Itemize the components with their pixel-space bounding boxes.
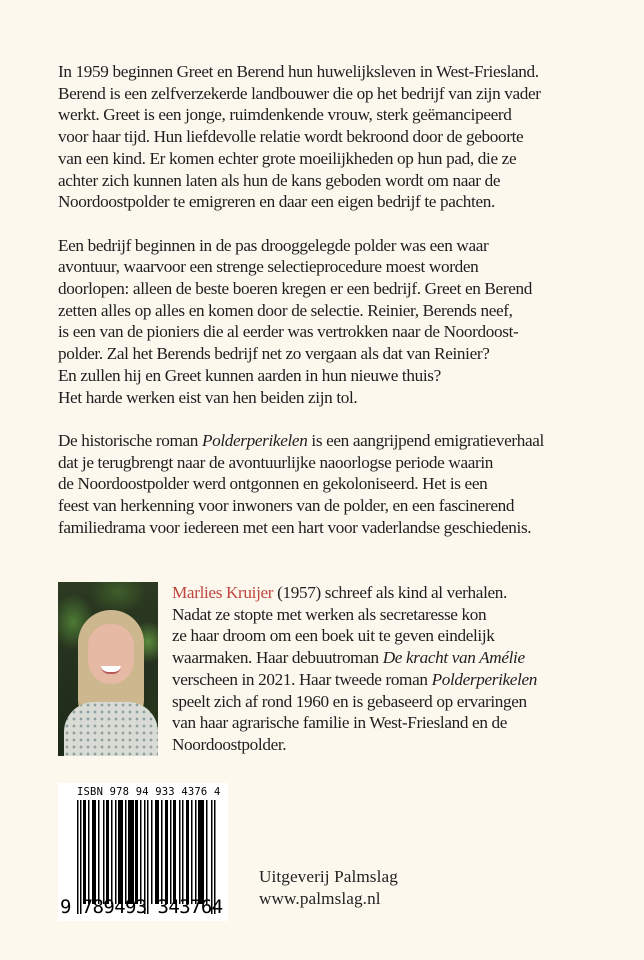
book-title: De kracht van Amélie [382, 648, 525, 668]
back-cover-blurb [58, 61, 618, 560]
text-line: Een bedrijf beginnen in de pas drooggelegde polder was een waar [58, 235, 489, 255]
text-segment: verscheen in 2021. Haar tweede roman [172, 669, 432, 689]
text-segment: is een aangrijpend emigratieverhaal [307, 430, 544, 450]
text-line: avontuur, waarvoor een strenge selectieprocedure moest worden [58, 257, 479, 277]
blurb-paragraph-3 [58, 430, 618, 539]
text-line: Het harde werken eist van hen beiden zijn tol. [58, 387, 358, 407]
text-line [172, 647, 622, 669]
text-line: voor haar tijd. Hun liefdevolle relatie wordt bekroond door de geboorte [58, 127, 524, 147]
text-line: Berend is een zelfverzekerde landbouwer die op het bedrijf van zijn vader [58, 83, 541, 103]
text-line [172, 669, 622, 691]
text-line: speelt zich af rond 1960 en is gebaseerd op ervaringen [172, 691, 527, 711]
ean-digits: 9 789493 343764 [60, 896, 223, 918]
author-bio [172, 582, 622, 756]
text-line: werkt. Greet is een jonge, ruimdenkende vrouw, sterk geëmancipeerd [58, 105, 512, 125]
text-line: Noordoostpolder te emigreren en daar een eigen bedrijf te pachten. [58, 192, 495, 212]
text-line: dat je terugbrengt naar de avontuurlijke naoorlogse periode waarin [58, 452, 494, 472]
author-name: Marlies Kruijer [172, 583, 274, 602]
text-line: doorlopen: alleen de beste boeren kregen er een bedrijf. Greet en Berend [58, 279, 532, 299]
blurb-paragraph-2 [58, 235, 618, 409]
text-line: zetten alles op alles en komen door de selectie. Reinier, Berends neef, [58, 300, 513, 320]
text-line [172, 582, 622, 604]
text-line: Noordoostpolder. [172, 734, 287, 754]
book-title: Polderperikelen [201, 430, 308, 450]
text-line: En zullen hij en Greet kunnen aarden in hun nieuwe thuis? [58, 365, 441, 385]
blurb-paragraph-1 [58, 61, 618, 213]
text-line: is een van de pioniers die al eerder was vertrokken naar de Noordoost- [58, 322, 519, 342]
author-photo [58, 582, 158, 756]
text-line: Nadat ze stopte met werken als secretaresse kon [172, 604, 487, 624]
photo-shirt [64, 702, 158, 756]
isbn-barcode [58, 783, 228, 921]
text-line: familiedrama voor iedereen met een hart voor vaderlandse geschiedenis. [58, 517, 532, 537]
text-line: In 1959 beginnen Greet en Berend hun huwelijksleven in West-Friesland. [58, 62, 539, 81]
text-segment: De historische roman [58, 430, 202, 450]
publisher-name: Uitgeverij Palmslag [259, 867, 398, 886]
photo-face [88, 624, 134, 684]
text-segment: waarmaken. Haar debuutroman [172, 648, 383, 668]
text-line [58, 430, 618, 452]
text-line: de Noordoostpolder werd ontgonnen en gekoloniseerd. Het is een [58, 474, 488, 494]
publisher-website[interactable]: www.palmslag.nl [259, 888, 381, 908]
text-line: feest van herkenning voor inwoners van de polder, en een fascinerend [58, 496, 515, 516]
text-line: van een kind. Er komen echter grote moeilijkheden op hun pad, die ze [58, 148, 517, 168]
text-line: van haar agrarische familie in West-Friesland en de [172, 713, 508, 733]
text-segment: (1957) schreef als kind al verhalen. [273, 583, 507, 602]
text-line: ze haar droom om een boek uit te geven eindelijk [172, 626, 495, 646]
book-title: Polderperikelen [431, 669, 538, 689]
text-line: polder. Zal het Berends bedrijf net zo vergaan als dat van Reinier? [58, 344, 490, 364]
text-line: achter zich kunnen laten als hun de kans geboden wordt om naar de [58, 170, 501, 190]
isbn-label: ISBN 978 94 933 4376 4 [77, 786, 221, 798]
publisher-info [259, 866, 398, 909]
